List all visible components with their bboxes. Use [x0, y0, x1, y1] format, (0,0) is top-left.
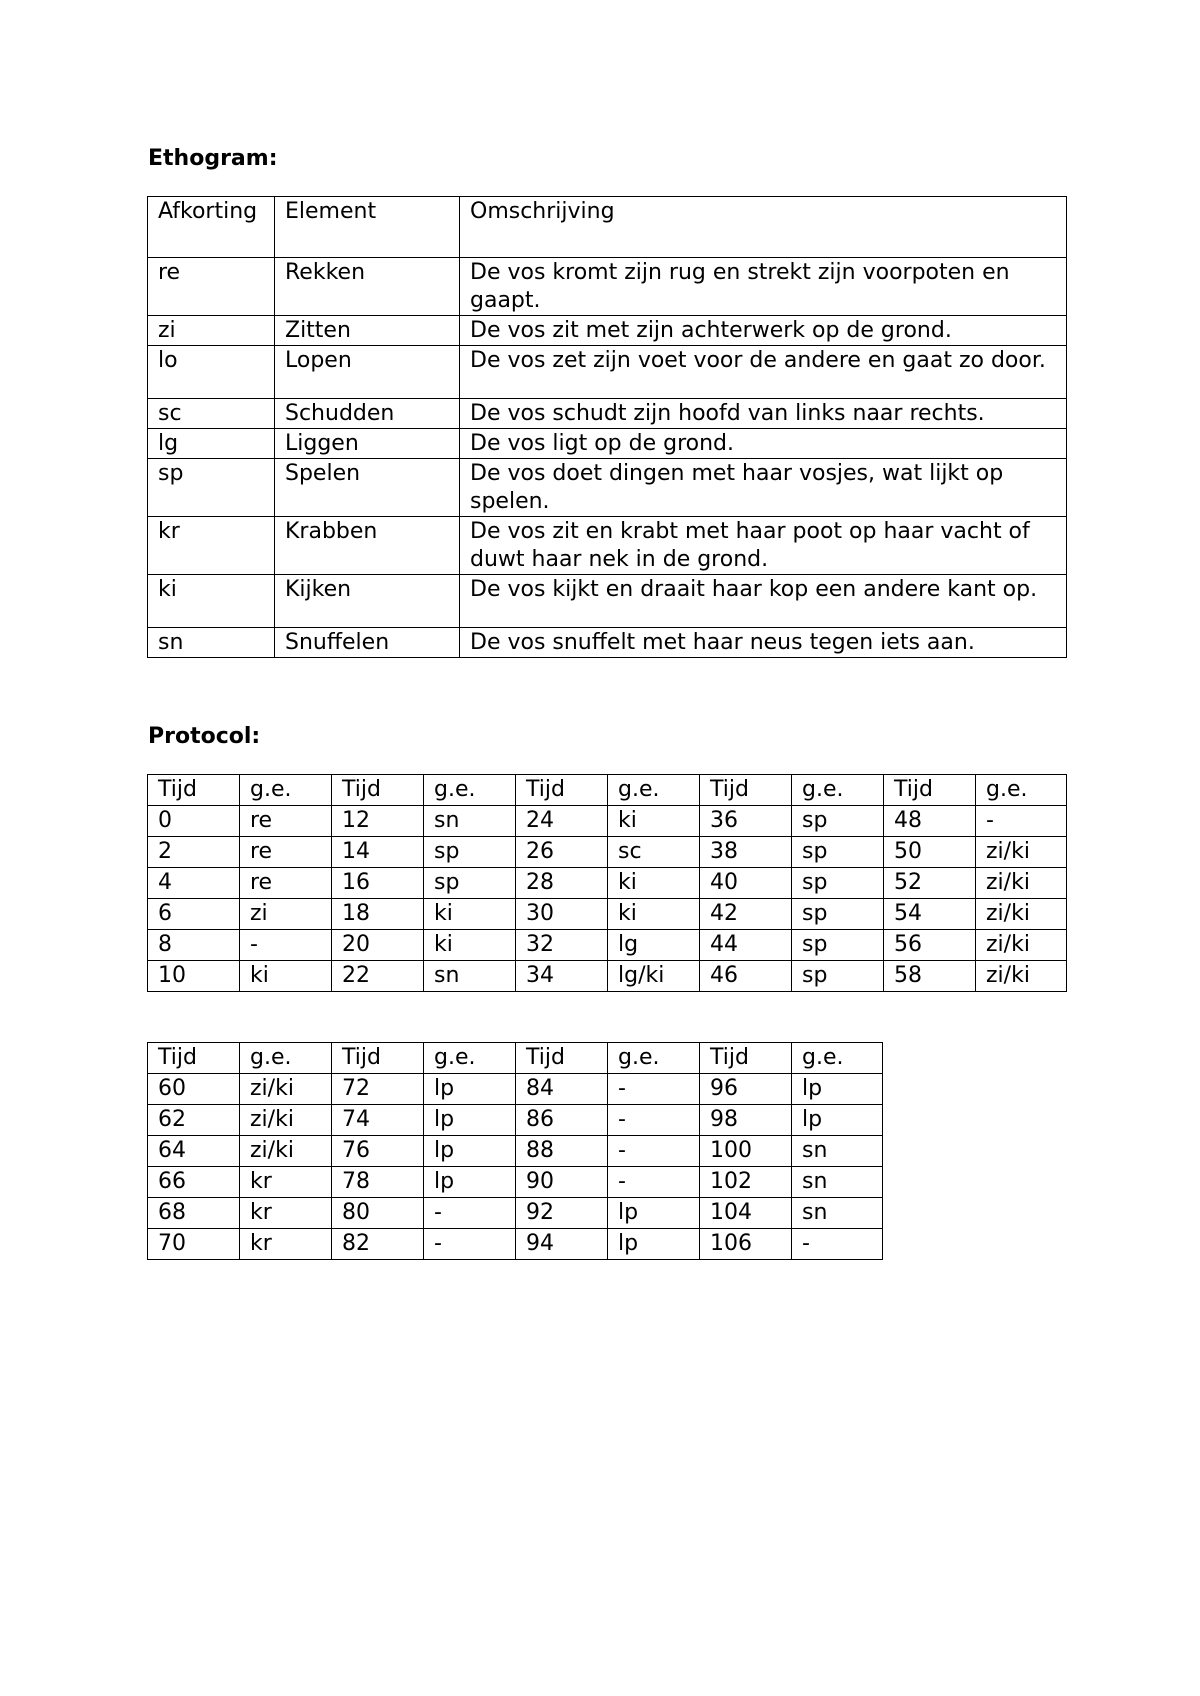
- ethogram-row: [148, 429, 1067, 459]
- description-cell: De vos zit met zijn achterwerk op de grond.: [460, 316, 1067, 346]
- behavior-header: g.e.: [792, 775, 884, 806]
- behavior-cell: zi/ki: [240, 1074, 332, 1105]
- ethogram-row: [148, 628, 1067, 658]
- behavior-cell: -: [976, 806, 1067, 837]
- time-cell: 32: [516, 930, 608, 961]
- time-cell: 94: [516, 1229, 608, 1260]
- ethogram-row: [148, 459, 1067, 517]
- abbreviation-cell: sp: [148, 459, 275, 517]
- behavior-cell: lp: [792, 1105, 883, 1136]
- time-cell: 72: [332, 1074, 424, 1105]
- description-cell: De vos snuffelt met haar neus tegen iets aan.: [460, 628, 1067, 658]
- behavior-header: g.e.: [240, 775, 332, 806]
- time-cell: 76: [332, 1136, 424, 1167]
- behavior-header: g.e.: [424, 1043, 516, 1074]
- behavior-cell: zi/ki: [240, 1105, 332, 1136]
- behavior-cell: lp: [608, 1198, 700, 1229]
- time-cell: 88: [516, 1136, 608, 1167]
- abbreviation-cell: sc: [148, 399, 275, 429]
- ethogram-row: [148, 517, 1067, 575]
- behavior-header: g.e.: [608, 1043, 700, 1074]
- protocol-table-2-body: [148, 1043, 883, 1260]
- protocol-header-row: [148, 775, 1067, 806]
- protocol-row: [148, 1167, 883, 1198]
- behavior-cell: sp: [792, 899, 884, 930]
- behavior-cell: sn: [424, 806, 516, 837]
- time-cell: 106: [700, 1229, 792, 1260]
- behavior-cell: lg/ki: [608, 961, 700, 992]
- time-cell: 66: [148, 1167, 240, 1198]
- time-cell: 100: [700, 1136, 792, 1167]
- ethogram-row: [148, 399, 1067, 429]
- time-header: Tijd: [516, 775, 608, 806]
- description-cell: De vos kromt zijn rug en strekt zijn voorpoten en gaapt.: [460, 258, 1067, 316]
- element-cell: Krabben: [275, 517, 460, 575]
- time-cell: 54: [884, 899, 976, 930]
- behavior-cell: zi: [240, 899, 332, 930]
- behavior-cell: re: [240, 837, 332, 868]
- behavior-cell: sp: [792, 868, 884, 899]
- behavior-cell: zi/ki: [976, 899, 1067, 930]
- behavior-header: g.e.: [424, 775, 516, 806]
- time-cell: 42: [700, 899, 792, 930]
- behavior-cell: zi/ki: [976, 868, 1067, 899]
- time-cell: 18: [332, 899, 424, 930]
- behavior-cell: lg: [608, 930, 700, 961]
- time-cell: 28: [516, 868, 608, 899]
- behavior-cell: -: [424, 1198, 516, 1229]
- element-cell: Zitten: [275, 316, 460, 346]
- time-cell: 22: [332, 961, 424, 992]
- abbreviation-cell: lo: [148, 346, 275, 399]
- protocol-heading: Protocol:: [148, 724, 261, 749]
- abbreviation-cell: re: [148, 258, 275, 316]
- behavior-cell: sp: [792, 837, 884, 868]
- behavior-cell: zi/ki: [976, 930, 1067, 961]
- time-cell: 92: [516, 1198, 608, 1229]
- behavior-cell: ki: [424, 930, 516, 961]
- time-cell: 98: [700, 1105, 792, 1136]
- time-cell: 36: [700, 806, 792, 837]
- behavior-cell: zi/ki: [240, 1136, 332, 1167]
- element-cell: Liggen: [275, 429, 460, 459]
- element-cell: Rekken: [275, 258, 460, 316]
- behavior-cell: kr: [240, 1229, 332, 1260]
- time-cell: 52: [884, 868, 976, 899]
- time-header: Tijd: [884, 775, 976, 806]
- protocol-row: [148, 837, 1067, 868]
- behavior-cell: kr: [240, 1167, 332, 1198]
- time-header: Tijd: [700, 775, 792, 806]
- time-cell: 102: [700, 1167, 792, 1198]
- time-cell: 48: [884, 806, 976, 837]
- behavior-cell: -: [608, 1105, 700, 1136]
- ethogram-header-row: [148, 197, 1067, 258]
- time-cell: 34: [516, 961, 608, 992]
- time-cell: 38: [700, 837, 792, 868]
- abbreviation-cell: kr: [148, 517, 275, 575]
- time-cell: 40: [700, 868, 792, 899]
- time-header: Tijd: [332, 1043, 424, 1074]
- behavior-cell: ki: [608, 806, 700, 837]
- behavior-cell: lp: [424, 1074, 516, 1105]
- time-cell: 46: [700, 961, 792, 992]
- time-cell: 84: [516, 1074, 608, 1105]
- abbreviation-cell: sn: [148, 628, 275, 658]
- protocol-row: [148, 1229, 883, 1260]
- description-header: Omschrijving: [460, 197, 1067, 258]
- behavior-cell: -: [424, 1229, 516, 1260]
- time-cell: 2: [148, 837, 240, 868]
- protocol-row: [148, 1105, 883, 1136]
- behavior-cell: -: [792, 1229, 883, 1260]
- ethogram-table-body: [148, 197, 1067, 658]
- time-header: Tijd: [148, 775, 240, 806]
- protocol-row: [148, 1136, 883, 1167]
- time-cell: 26: [516, 837, 608, 868]
- behavior-cell: lp: [608, 1229, 700, 1260]
- behavior-cell: zi/ki: [976, 961, 1067, 992]
- description-cell: De vos doet dingen met haar vosjes, wat lijkt op spelen.: [460, 459, 1067, 517]
- time-cell: 96: [700, 1074, 792, 1105]
- time-header: Tijd: [332, 775, 424, 806]
- element-cell: Spelen: [275, 459, 460, 517]
- time-header: Tijd: [516, 1043, 608, 1074]
- description-cell: De vos schudt zijn hoofd van links naar rechts.: [460, 399, 1067, 429]
- time-cell: 12: [332, 806, 424, 837]
- behavior-header: g.e.: [608, 775, 700, 806]
- time-cell: 24: [516, 806, 608, 837]
- behavior-cell: -: [608, 1136, 700, 1167]
- behavior-cell: sp: [424, 868, 516, 899]
- behavior-cell: re: [240, 868, 332, 899]
- protocol-table-1-body: [148, 775, 1067, 992]
- time-cell: 78: [332, 1167, 424, 1198]
- behavior-cell: sn: [792, 1167, 883, 1198]
- time-cell: 0: [148, 806, 240, 837]
- behavior-cell: sn: [792, 1198, 883, 1229]
- behavior-cell: ki: [608, 868, 700, 899]
- element-cell: Snuffelen: [275, 628, 460, 658]
- protocol-row: [148, 1074, 883, 1105]
- protocol-table-2: [147, 1042, 883, 1260]
- description-cell: De vos zit en krabt met haar poot op haar vacht of duwt haar nek in de grond.: [460, 517, 1067, 575]
- time-cell: 16: [332, 868, 424, 899]
- behavior-cell: sn: [792, 1136, 883, 1167]
- behavior-cell: sn: [424, 961, 516, 992]
- behavior-cell: ki: [240, 961, 332, 992]
- ethogram-table: [147, 196, 1067, 658]
- abbreviation-cell: ki: [148, 575, 275, 628]
- behavior-cell: lp: [424, 1167, 516, 1198]
- element-header: Element: [275, 197, 460, 258]
- behavior-cell: sp: [792, 961, 884, 992]
- time-cell: 68: [148, 1198, 240, 1229]
- abbreviation-cell: zi: [148, 316, 275, 346]
- abbreviation-cell: lg: [148, 429, 275, 459]
- behavior-cell: ki: [424, 899, 516, 930]
- protocol-row: [148, 899, 1067, 930]
- behavior-cell: kr: [240, 1198, 332, 1229]
- time-cell: 90: [516, 1167, 608, 1198]
- ethogram-row: [148, 575, 1067, 628]
- behavior-header: g.e.: [976, 775, 1067, 806]
- description-cell: De vos ligt op de grond.: [460, 429, 1067, 459]
- time-cell: 74: [332, 1105, 424, 1136]
- time-cell: 70: [148, 1229, 240, 1260]
- ethogram-row: [148, 346, 1067, 399]
- time-cell: 86: [516, 1105, 608, 1136]
- ethogram-heading: Ethogram:: [148, 146, 278, 171]
- behavior-cell: lp: [792, 1074, 883, 1105]
- behavior-header: g.e.: [240, 1043, 332, 1074]
- ethogram-row: [148, 316, 1067, 346]
- behavior-cell: sp: [792, 806, 884, 837]
- behavior-cell: -: [240, 930, 332, 961]
- behavior-cell: ki: [608, 899, 700, 930]
- description-cell: De vos kijkt en draait haar kop een andere kant op.: [460, 575, 1067, 628]
- time-cell: 80: [332, 1198, 424, 1229]
- behavior-cell: zi/ki: [976, 837, 1067, 868]
- behavior-cell: lp: [424, 1105, 516, 1136]
- time-header: Tijd: [700, 1043, 792, 1074]
- time-header: Tijd: [148, 1043, 240, 1074]
- behavior-cell: re: [240, 806, 332, 837]
- time-cell: 4: [148, 868, 240, 899]
- time-cell: 6: [148, 899, 240, 930]
- time-cell: 56: [884, 930, 976, 961]
- ethogram-row: [148, 258, 1067, 316]
- time-cell: 44: [700, 930, 792, 961]
- time-cell: 82: [332, 1229, 424, 1260]
- abbr-header: Afkorting: [148, 197, 275, 258]
- time-cell: 8: [148, 930, 240, 961]
- time-cell: 62: [148, 1105, 240, 1136]
- element-cell: Schudden: [275, 399, 460, 429]
- element-cell: Lopen: [275, 346, 460, 399]
- behavior-cell: sc: [608, 837, 700, 868]
- protocol-row: [148, 961, 1067, 992]
- protocol-row: [148, 868, 1067, 899]
- protocol-table-1: [147, 774, 1067, 992]
- time-cell: 64: [148, 1136, 240, 1167]
- behavior-cell: lp: [424, 1136, 516, 1167]
- time-cell: 20: [332, 930, 424, 961]
- time-cell: 104: [700, 1198, 792, 1229]
- protocol-row: [148, 1198, 883, 1229]
- element-cell: Kijken: [275, 575, 460, 628]
- time-cell: 50: [884, 837, 976, 868]
- behavior-cell: sp: [792, 930, 884, 961]
- time-cell: 58: [884, 961, 976, 992]
- description-cell: De vos zet zijn voet voor de andere en gaat zo door.: [460, 346, 1067, 399]
- protocol-row: [148, 930, 1067, 961]
- time-cell: 30: [516, 899, 608, 930]
- behavior-cell: -: [608, 1074, 700, 1105]
- protocol-header-row: [148, 1043, 883, 1074]
- behavior-cell: sp: [424, 837, 516, 868]
- behavior-cell: -: [608, 1167, 700, 1198]
- time-cell: 10: [148, 961, 240, 992]
- time-cell: 60: [148, 1074, 240, 1105]
- time-cell: 14: [332, 837, 424, 868]
- behavior-header: g.e.: [792, 1043, 883, 1074]
- protocol-row: [148, 806, 1067, 837]
